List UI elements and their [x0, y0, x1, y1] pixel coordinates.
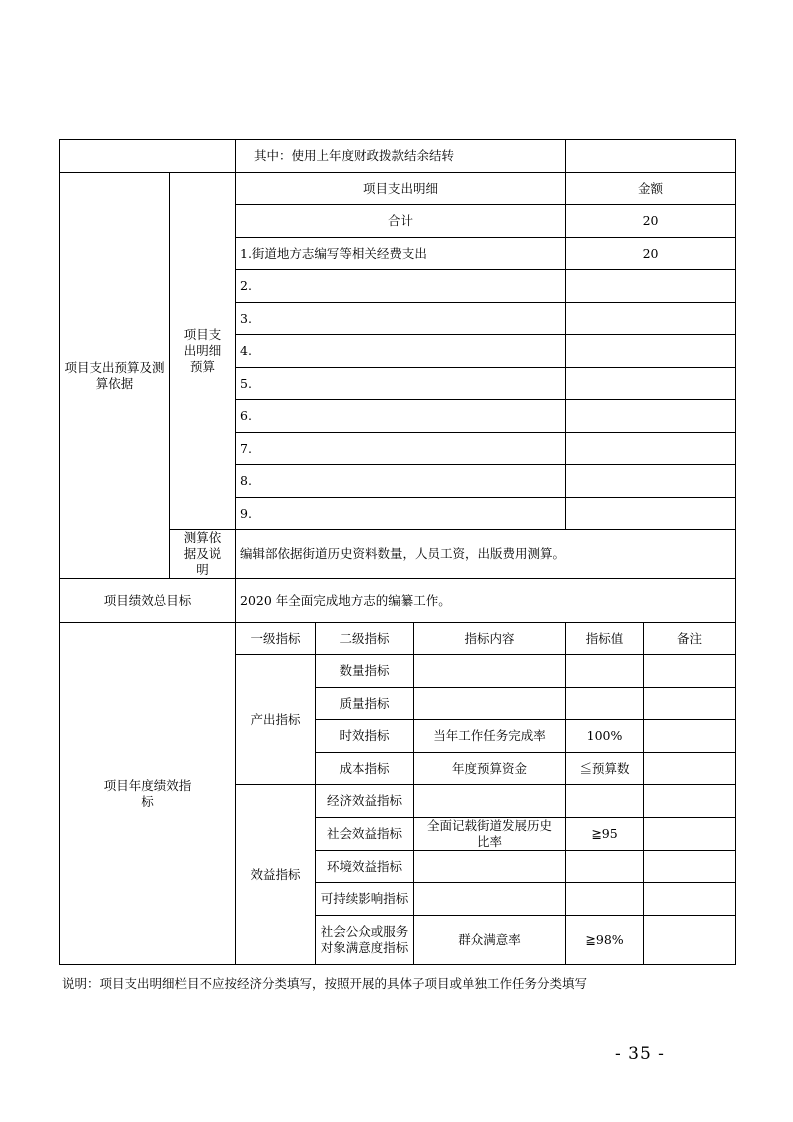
content-cell: 群众满意率: [414, 916, 566, 965]
value-cell: 100%: [566, 720, 644, 753]
item-value: [566, 498, 736, 530]
item-label: 6.: [236, 400, 566, 433]
detail-header-row: [60, 173, 736, 205]
annual-label: 项目年度绩效指标: [60, 623, 236, 965]
empty-cell: [60, 140, 236, 173]
section-budget-label: 项目支出预算及测算依据: [60, 173, 170, 579]
item-label: 2.: [236, 270, 566, 303]
remark-cell: [644, 818, 736, 851]
basis-label: 测算依据及说明: [170, 530, 236, 579]
total-value: 20: [566, 205, 736, 238]
value-cell: [566, 851, 644, 883]
remark-cell: [644, 753, 736, 785]
level2-cell: 数量指标: [316, 655, 414, 688]
value-cell: ≧98%: [566, 916, 644, 965]
value-cell: ≧95: [566, 818, 644, 851]
remark-cell: [644, 655, 736, 688]
carryover-row: [60, 140, 736, 173]
item-value: [566, 335, 736, 368]
goal-label: 项目绩效总目标: [60, 579, 236, 623]
remark-header: 备注: [644, 623, 736, 655]
item-label: 1.街道地方志编写等相关经费支出: [236, 238, 566, 270]
level1-header: 一级指标: [236, 623, 316, 655]
value-cell: ≦预算数: [566, 753, 644, 785]
level2-cell: 时效指标: [316, 720, 414, 753]
item-label: 4.: [236, 335, 566, 368]
content-cell: 全面记载街道发展历史比率: [414, 818, 566, 851]
remark-cell: [644, 720, 736, 753]
value-header: 指标值: [566, 623, 644, 655]
value-cell: [566, 785, 644, 818]
item-value: 20: [566, 238, 736, 270]
level2-cell: 社会公众或服务对象满意度指标: [316, 916, 414, 965]
total-label: 合计: [236, 205, 566, 238]
output-label: 产出指标: [236, 655, 316, 785]
content-cell: [414, 851, 566, 883]
item-label: 7.: [236, 433, 566, 465]
remark-cell: [644, 688, 736, 720]
content-cell: [414, 655, 566, 688]
item-value: [566, 368, 736, 400]
content-cell: [414, 688, 566, 720]
level2-header: 二级指标: [316, 623, 414, 655]
item-value: [566, 270, 736, 303]
basis-text: 编辑部依据街道历史资料数量，人员工资，出版费用测算。: [236, 530, 736, 579]
content-cell: 当年工作任务完成率: [414, 720, 566, 753]
detail-header: 项目支出明细: [236, 173, 566, 205]
level2-cell: 经济效益指标: [316, 785, 414, 818]
value-cell: [566, 688, 644, 720]
level2-cell: 环境效益指标: [316, 851, 414, 883]
item-value: [566, 465, 736, 498]
value-cell: [566, 883, 644, 916]
content-header: 指标内容: [414, 623, 566, 655]
item-label: 8.: [236, 465, 566, 498]
goal-text: 2020 年全面完成地方志的编纂工作。: [236, 579, 736, 623]
remark-cell: [644, 883, 736, 916]
footnote: 说明：项目支出明细栏目不应按经济分类填写，按照开展的具体子项目或单独工作任务分类填写: [62, 976, 588, 991]
level2-cell: 可持续影响指标: [316, 883, 414, 916]
content-cell: 年度预算资金: [414, 753, 566, 785]
budget-performance-table: [59, 139, 736, 965]
level2-cell: 成本指标: [316, 753, 414, 785]
remark-cell: [644, 785, 736, 818]
goal-row: [60, 579, 736, 623]
content-cell: [414, 883, 566, 916]
level2-cell: 社会效益指标: [316, 818, 414, 851]
item-label: 5.: [236, 368, 566, 400]
item-value: [566, 400, 736, 433]
page-number: - 35 -: [615, 1044, 665, 1064]
carryover-value: [566, 140, 736, 173]
value-cell: [566, 655, 644, 688]
remark-cell: [644, 916, 736, 965]
item-value: [566, 433, 736, 465]
detail-budget-label: 项目支出明细预算: [170, 173, 236, 530]
level2-cell: 质量指标: [316, 688, 414, 720]
remark-cell: [644, 851, 736, 883]
item-label: 3.: [236, 303, 566, 335]
indicator-header-row: [60, 623, 736, 655]
item-label: 9.: [236, 498, 566, 530]
item-value: [566, 303, 736, 335]
carryover-label: 其中：使用上年度财政拨款结余结转: [236, 140, 566, 173]
amount-header: 金额: [566, 173, 736, 205]
content-cell: [414, 785, 566, 818]
benefit-label: 效益指标: [236, 785, 316, 965]
